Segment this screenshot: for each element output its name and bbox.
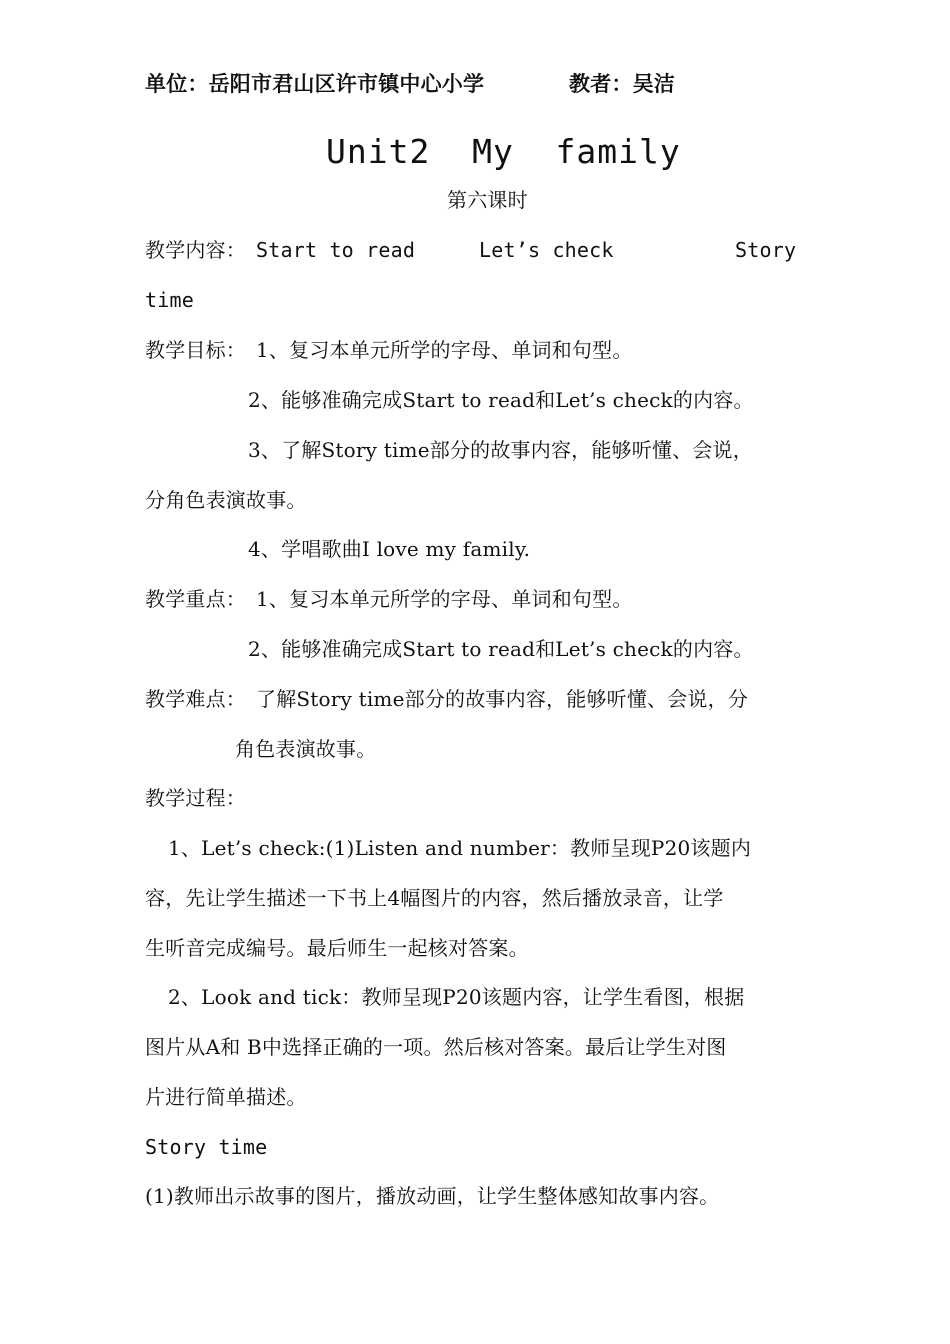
page-title: Unit2 My family (326, 132, 681, 171)
objective-4: 4、学唱歌曲I love my family. (248, 537, 531, 561)
difficulty-1: 了解Story time部分的故事内容，能够听懂、会说，分 (256, 687, 749, 711)
key-point-2: 2、能够准确完成Start to read和Let’s check的内容。 (248, 637, 754, 661)
process-step-1-line-2: 容，先让学生描述一下书上4幅图片的内容，然后播放录音，让学 (145, 886, 724, 910)
process-step-2-line-2: 图片从A和 B中选择正确的一项。然后核对答案。最后让学生对图 (145, 1035, 727, 1059)
process-step-2-line-3: 片进行简单描述。 (145, 1085, 307, 1109)
process-label: 教学过程： (145, 786, 246, 810)
content-item-story-cont: time (145, 288, 194, 312)
difficulty-1-cont: 角色表演故事。 (235, 737, 377, 761)
header-unit: 单位：岳阳市君山区许市镇中心小学 (145, 72, 485, 96)
key-point-1: 1、复习本单元所学的字母、单词和句型。 (256, 587, 633, 611)
header-teacher: 教者：吴洁 (569, 72, 675, 96)
objective-1: 1、复习本单元所学的字母、单词和句型。 (256, 338, 633, 362)
objective-3: 3、了解Story time部分的故事内容，能够听懂、会说， (248, 438, 753, 462)
content-item-lets-check: Let’s check (479, 238, 614, 262)
content-label: 教学内容： (145, 238, 246, 262)
process-step-1-line-1: 1、Let’s check:(1)Listen and number：教师呈现P20该题内 (168, 836, 752, 860)
objective-3-cont: 分角色表演故事。 (145, 488, 307, 512)
story-time-line-1: (1)教师出示故事的图片，播放动画，让学生整体感知故事内容。 (145, 1184, 720, 1208)
key-points-label: 教学重点： (145, 587, 246, 611)
objectives-label: 教学目标： (145, 338, 246, 362)
process-step-2-line-1: 2、Look and tick：教师呈现P20该题内容，让学生看图，根据 (168, 985, 745, 1009)
difficulties-label: 教学难点： (145, 687, 246, 711)
objective-2: 2、能够准确完成Start to read和Let’s check的内容。 (248, 388, 754, 412)
story-time-heading: Story time (145, 1135, 268, 1159)
content-item-story: Story (735, 238, 797, 262)
process-step-1-line-3: 生听音完成编号。最后师生一起核对答案。 (145, 936, 529, 960)
page-subtitle: 第六课时 (447, 188, 528, 212)
content-item-start-to-read: Start to read (256, 238, 416, 262)
